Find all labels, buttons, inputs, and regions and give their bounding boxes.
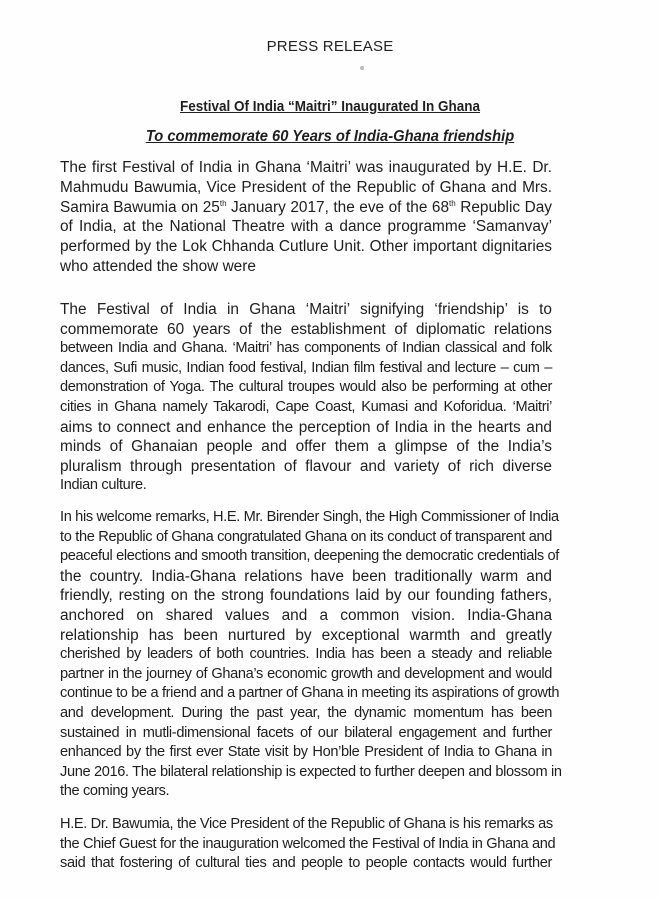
text-line: minds of Ghanaian people and offer them a glimpse of the India’s <box>60 438 552 456</box>
paragraph-festival-purpose <box>60 300 552 496</box>
paragraph-welcome-remarks <box>60 508 562 802</box>
text-line: pluralism through presentation of flavour and variety of rich diverse <box>60 457 552 475</box>
text-line: peaceful elections and smooth transition, deepening the democratic credentials of <box>60 548 559 565</box>
text-line: friendly, resting on the strong foundations laid by our founding fathers, <box>60 587 552 605</box>
ordinal-suffix: th <box>449 198 456 208</box>
text-line: demonstration of Yoga. The cultural troupes would also be performing at other <box>60 379 552 396</box>
text-line: The first Festival of India in Ghana ‘Maitri’ was inaugurated by H.E. Dr. <box>60 159 552 176</box>
text-line: said that fostering of cultural ties and people to people contacts would further <box>60 855 552 872</box>
text-line: June 2016. The bilateral relationship is expected to further deepen and blossom in <box>60 763 562 780</box>
text-line: the coming years. <box>60 783 170 800</box>
press-release-label: PRESS RELEASE <box>266 38 394 55</box>
text-line <box>60 198 552 218</box>
text-fragment: Samira Bawumia on 25 <box>60 198 220 216</box>
text-line: partner in the journey of Ghana’s economic growth and development and would <box>60 665 552 682</box>
text-line: cherished by leaders of both countries. India has been a steady and reliable <box>60 646 552 663</box>
text-line: continue to be a friend and a partner of Ghana in meeting its aspirations of growth <box>60 685 560 702</box>
text-line: dances, Sufi music, Indian food festival, Indian film festival and lecture – cum – <box>60 359 552 376</box>
text-line: the country. India-Ghana relations have been traditionally warm and <box>60 567 552 585</box>
text-line: relationship has been nurtured by exceptional warmth and greatly <box>60 626 552 644</box>
text-line: performed by the Lok Chhanda Cutlure Unit. Other important dignitaries <box>60 238 552 256</box>
text-line: aims to connect and enhance the perception of India in the hearts and <box>60 418 552 436</box>
text-line: cities in Ghana namely Takarodi, Cape Coast, Kumasi and Koforidua. ‘Maitri’ <box>60 398 552 415</box>
ordinal-suffix: th <box>219 198 227 208</box>
paragraph-inauguration <box>60 158 552 277</box>
text-line: sustained in mutli-dimensional facets of our bilateral engagement and further <box>60 724 552 741</box>
document-title: Festival Of India “Maitri” Inaugurated In Ghana <box>179 98 481 115</box>
text-line: between India and Ghana. ‘Maitri’ has components of Indian classical and folk <box>60 340 552 357</box>
text-line: and development. During the past year, the dynamic momentum has been <box>60 704 552 721</box>
text-line: of India, at the National Theatre with a dance programme ‘Samanvay’ <box>60 218 552 236</box>
text-fragment: Republic Day <box>455 198 552 216</box>
text-line: anchored on shared values and a common vision. India-Ghana <box>60 606 552 624</box>
text-line: to the Republic of Ghana congratulated Ghana on its conduct of transparent and <box>60 528 552 545</box>
text-line: commemorate 60 years of the establishment of diplomatic relations <box>60 320 552 338</box>
text-line: The Festival of India in Ghana ‘Maitri’ signifying ‘friendship’ is to <box>60 301 552 318</box>
document-subtitle: To commemorate 60 Years of India-Ghana friendship <box>145 128 515 145</box>
text-line: In his welcome remarks, H.E. Mr. Birender Singh, the High Commissioner of India <box>60 509 559 525</box>
paragraph-vice-president-remarks <box>60 815 556 874</box>
text-line: who attended the show were <box>60 257 256 275</box>
text-line: H.E. Dr. Bawumia, the Vice President of the Republic of Ghana is his remarks as <box>60 816 553 832</box>
text-line: Indian culture. <box>60 477 147 494</box>
scan-speck <box>360 66 364 70</box>
text-fragment: January 2017, the eve of the 68 <box>226 198 450 216</box>
text-line: the Chief Guest for the inauguration welcomed the Festival of India in Ghana and <box>60 835 556 852</box>
text-line: enhanced by the first ever State visit by Hon’ble President of India to Ghana in <box>60 744 552 761</box>
text-line: Mahmudu Bawumia, Vice President of the Republic of Ghana and Mrs. <box>60 178 552 196</box>
